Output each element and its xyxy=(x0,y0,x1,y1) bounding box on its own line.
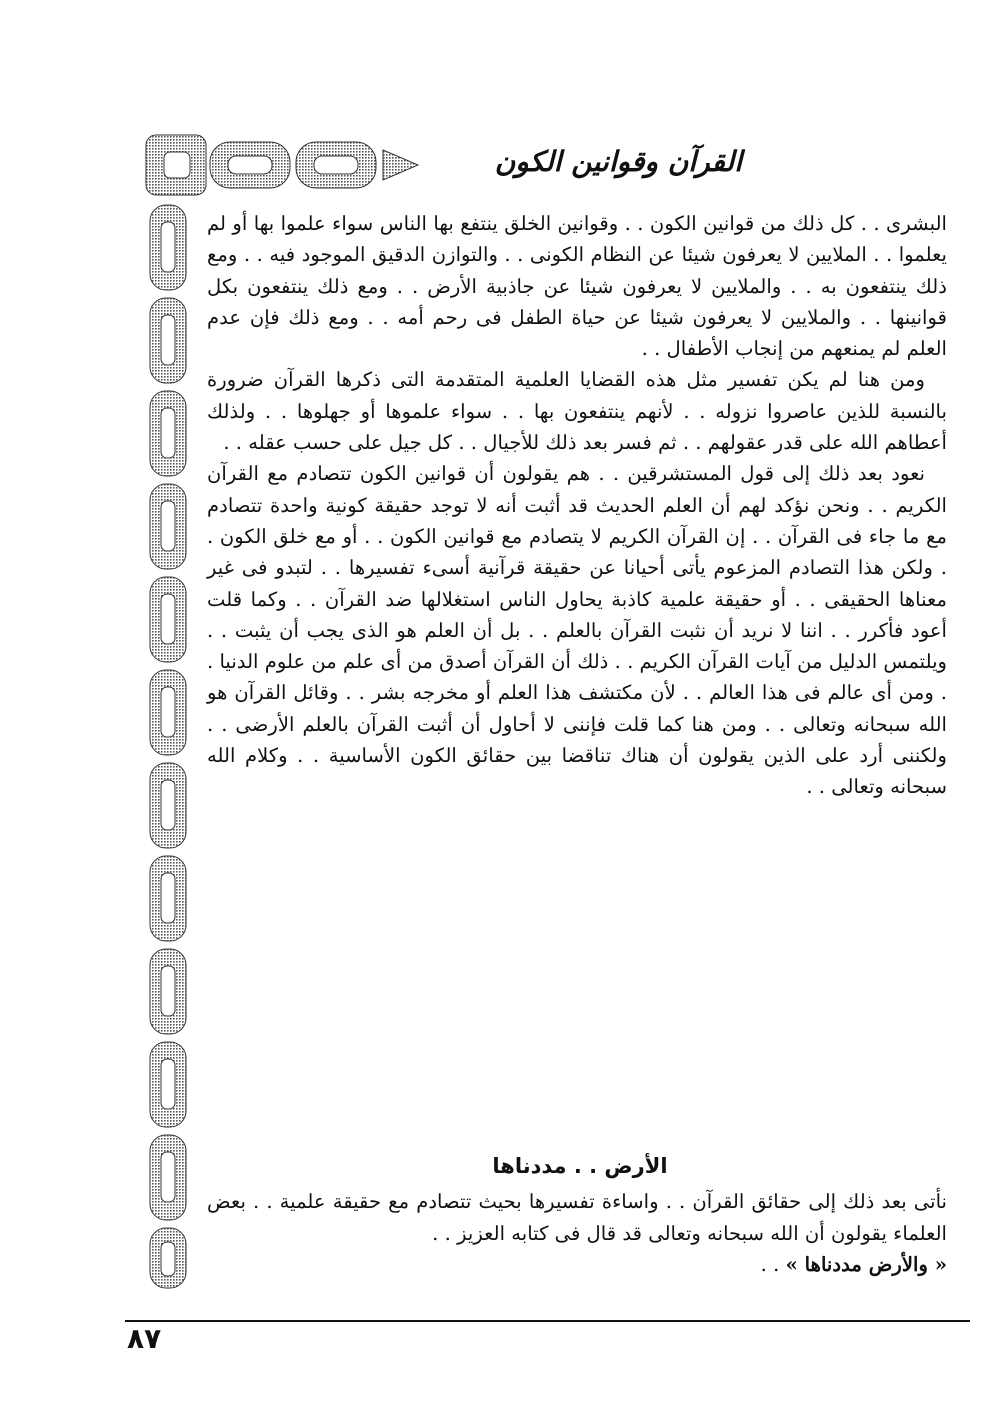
quranic-quote: « والأرض مددناها » xyxy=(785,1253,947,1276)
paragraph: نأتى بعد ذلك إلى حقائق القرآن . . واساءة تفسيرها بحيث تتصادم مع حقيقة علمية . . بعض العلماء يقولون أن الله سبحانه وتعالى قد قال فى كتابه العزيز . . xyxy=(207,1190,947,1245)
page-number: ٨٧ xyxy=(127,1322,162,1355)
body-text xyxy=(207,208,947,803)
page-title: القرآن وقوانين الكون xyxy=(494,145,742,178)
footer-rule xyxy=(125,1320,970,1322)
quote-tail: . . xyxy=(760,1253,786,1276)
paragraph: ومن هنا لم يكن تفسير مثل هذه القضايا العلمية المتقدمة التى ذكرها القرآن ضرورة بالنسبة للذين عاصروا نزوله . . لأنهم ينتفعون بها . . سواء علموها أو جهلوها . . ولذلك أعطاهم الله على قدر عقولهم . . ثم فسر بعد ذلك للأجيال . . كل جيل على حسب عقله . . xyxy=(207,368,947,455)
section-heading: الأرض . . مددناها xyxy=(492,1154,668,1178)
paragraph: نعود بعد ذلك إلى قول المستشرقين . . هم يقولون أن قوانين الكون تتصادم مع القرآن الكريم . . ونحن نؤكد لهم أن العلم الحديث قد أثبت أنه لا توجد حقيقة كونية واحدة تتصادم مع ما جاء فى القرآن . . إن القرآن الكريم لا يتصادم مع قوانين الكون . . أو مع خلق الكون . . ولكن هذا التصادم المزعوم يأتى أحيانا عن حقيقة قرآنية أسىء تفسيرها . . لتبدو فى غير معناها الحقيقى . . أو حقيقة علمية كاذبة يحاول الناس استغلالها ضد القرآن . . وكما قلت أعود فأكرر . . اننا لا نريد أن نثبت القرآن بالعلم . . بل أن العلم هو الذى يجب أن يثبت . . ويلتمس الدليل من آيات القرآن الكريم . . ذلك أن القرآن أصدق من أى علم من علوم الدنيا . . ومن أى عالم فى هذا العالم . . لأن مكتشف هذا العلم أو مخرجه بشر . . وقائل القرآن هو الله سبحانه وتعالى . . ومن هنا كما قلت فإننى لا أحاول أن أثبت القرآن بالعلم الأرضى . . ولكننى أرد على الذين يقولون أن هناك تناقضا بين حقائق الكون الأساسية . . وكلام الله سبحانه وتعالى . . xyxy=(207,462,947,799)
quote-line xyxy=(207,1249,947,1281)
paragraph: البشرى . . كل ذلك من قوانين الكون . . وقوانين الخلق ينتفع بها الناس سواء علموا بها أو لم يعلموا . . الملايين لا يعرفون شيئا عن النظام الكونى . . والتوازن الدقيق الموجود فيه . . ومع ذلك ينتفعون به . . والملايين لا يعرفون شيئا عن جاذبية الأرض . . ومع ذلك ينتفعون بكل قوانينها . . والملايين لا يعرفون شيئا عن حياة الطفل فى رحم أمه . . ومع ذلك فإن عدم العلم لم يمنعهم من إنجاب الأطفال . . xyxy=(207,212,947,361)
body-text-section xyxy=(207,1186,947,1281)
